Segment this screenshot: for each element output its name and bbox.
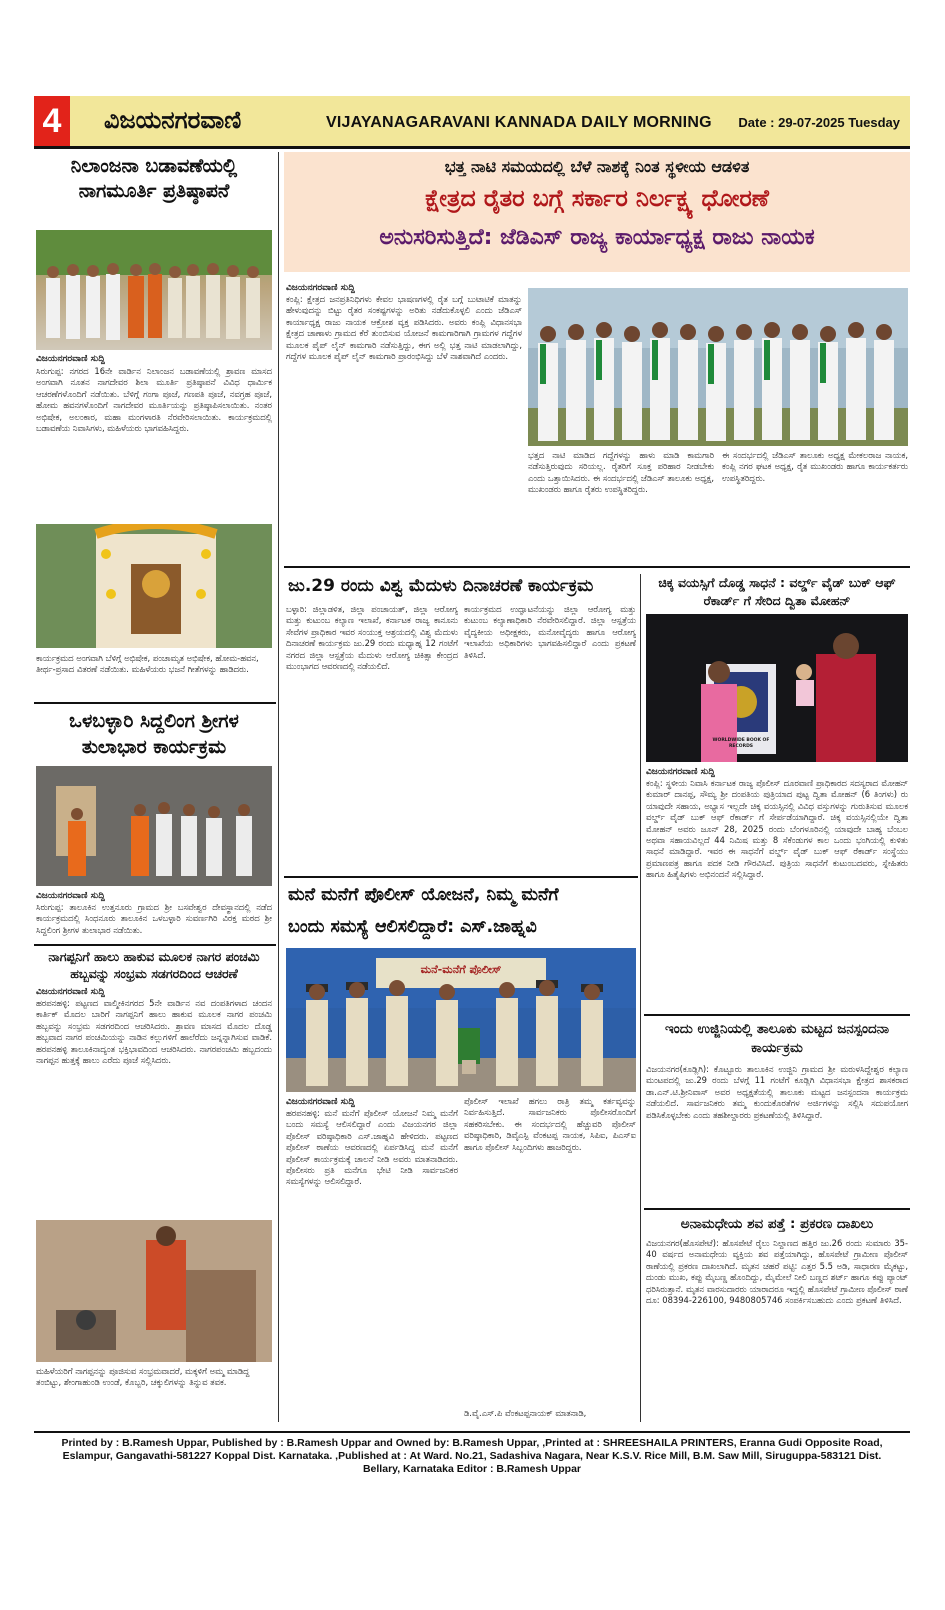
imprint-line: Bellary, Karnataka Editor : B.Ramesh Uppar xyxy=(362,1463,582,1475)
headline: ನಿಲಾಂಜನಾ ಬಡಾವಣೆಯಲ್ಲಿ ನಾಗಮೂರ್ತಿ ಪ್ರತಿಷ್ಠಾಪನೆ xyxy=(70,155,238,202)
column-rule xyxy=(640,574,641,1422)
headline: ಜು.29 ರಂದು ವಿಶ್ವ ಮೆದುಳು ದಿನಾಚರಣೆ ಕಾರ್ಯಕ್ರಮ xyxy=(288,576,594,596)
masthead-title-english: VIJAYANAGARAVANI KANNADA DAILY MORNING xyxy=(326,114,712,131)
photo-family-certificate xyxy=(646,614,908,762)
section-divider xyxy=(644,1208,910,1210)
photo-tulabhara xyxy=(36,766,272,886)
photo-dvita-mohan xyxy=(646,614,908,762)
imprint-line: Eslampur, Gangavathi-581227 Koppal Dist. Karnataka. ,Published at : At Ward. No.21, Sadashiva Nagara, Near K.S.V. Rice Mill, B.M. Saw Mill, Siruguppa-583121 Dist. xyxy=(62,1450,882,1462)
section-divider xyxy=(34,944,276,946)
headline: ನಾಗಪ್ಪನಿಗೆ ಹಾಲು ಹಾಕುವ ಮೂಲಕ ನಾಗರ ಪಂಚಮಿ ಹಬ್ಬವನ್ನು ಸಂಭ್ರಮ ಸಡಗರದಿಂದ ಆಚರಣೆ xyxy=(48,949,260,981)
article-body: ವಿಜಯನಗರ(ಕೂಡ್ಲಿಗಿ): ಕೊಟ್ಟೂರು ತಾಲೂಕಿನ ಉಜ್ಜಿನಿ ಗ್ರಾಮದ ಶ್ರೀ ಮರುಳಸಿದ್ದೇಶ್ವರ ಕಲ್ಯಾಣ ಮಂಟಪದಲ್ಲಿ ಜು.29 ರಂದು ಬೆಳಗ್ಗೆ 11 ಗಂಟೆಗೆ ಕೂಡ್ಲಿಗಿ ವಿಧಾನಸಭಾ ಕ್ಷೇತ್ರದ ಶಾಸಕರಾದ ಡಾ.ಎನ್.ಟಿ.ಶ್ರೀನಿವಾಸ್ ಅವರ ಅಧ್ಯಕ್ಷತೆಯಲ್ಲಿ ತಾಲೂಕು ಮಟ್ಟದ ಜನಸ್ಪಂದನಾ ಕಾರ್ಯಕ್ರಮ ನಡೆಯಲಿದೆ. ಸಾರ್ವಜನಿಕರು ತಮ್ಮ ಕುಂದುಕೊರತೆಗಳ ಅರ್ಜಿಗಳನ್ನು ಸಲ್ಲಿಸಿ ಸದುಪಯೋಗ ಪಡಿಸಿಕೊಳ್ಳಬೇಕು ಎಂದು ತಹಶೀಲ್ದಾರರು ಪ್ರಕಟಣೆಯಲ್ಲಿ ತಿಳಿಸಿದ್ದಾರೆ. xyxy=(646,1064,908,1120)
photo-jds-group xyxy=(528,288,908,446)
section-divider xyxy=(284,566,910,568)
photo-woman-offering xyxy=(36,1220,272,1362)
article-body: ಕಾರ್ಯಕ್ರಮದ ಉದ್ಘಾಟನೆಯನ್ನು ಜಿಲ್ಲಾ ಆರೋಗ್ಯ ಮತ್ತು ಕುಟುಂಬ ಕಲ್ಯಾಣಾಧಿಕಾರಿ ನೆರವೇರಿಸಲಿದ್ದಾರೆ. ಜಿಲ್ಲಾ ಆಸ್ಪತ್ರೆಯ ವೈದ್ಯಕೀಯ ಅಧೀಕ್ಷಕರು, ಮನೋವೈದ್ಯರು ಹಾಗೂ ಆರೋಗ್ಯ ಇಲಾಖೆಯ ಅಧಿಕಾರಿಗಳು ಭಾಗವಹಿಸಲಿದ್ದಾರೆ ಎಂದು ಪ್ರಕಟಣೆ ತಿಳಿಸಿದೆ. xyxy=(464,604,636,660)
page-number: 4 xyxy=(34,96,70,146)
byline: ವಿಜಯನಗರವಾಣಿ ಸುದ್ದಿ xyxy=(36,891,105,901)
headline: ಮನೆ ಮನೆಗೆ ಪೊಲೀಸ್ ಯೋಜನೆ, ನಿಮ್ಮ ಮನೆಗೆ xyxy=(288,885,559,905)
section-divider xyxy=(284,876,638,878)
headline-continued: ಬಂದು ಸಮಸ್ಯೆ ಆಲಿಸಲಿದ್ದಾರೆ: ಎಸ್.ಜಾಹ್ನವಿ xyxy=(288,917,537,937)
masthead xyxy=(34,96,910,149)
article-body: ಸಿರುಗುಪ್ಪ: ನಗರದ 16ನೇ ವಾರ್ಡಿನ ನಿಲಾಂಜನ ಬಡಾವಣೆಯಲ್ಲಿ ಶ್ರಾವಣ ಮಾಸದ ಅಂಗವಾಗಿ ನೂತನ ನಾಗದೇವರ ಶಿಲಾ ಮೂರ್ತಿ ಪ್ರತಿಷ್ಠಾಪನೆ ವಿವಿಧ ಧಾರ್ಮಿಕ ಆಚರಣೆಗಳೊಂದಿಗೆ ನಡೆಯಿತು. ಬೆಳಿಗ್ಗೆ ಗಂಗಾ ಪೂಜೆ, ಗಣಪತಿ ಪೂಜೆ, ನವಗ್ರಹ ಪೂಜೆ, ಹೋಮ ಹವನಗಳೊಂದಿಗೆ ನಾಗದೇವರ ಮೂರ್ತಿಯನ್ನು ಪ್ರತಿಷ್ಠಾಪಿಸಲಾಯಿತು. ನಂತರ ಅಭಿಷೇಕ, ಅಲಂಕಾರ, ಮಹಾ ಮಂಗಳಾರತಿ ನೆರವೇರಿಸಲಾಯಿತು. ಕಾರ್ಯಕ್ರಮದಲ್ಲಿ ಬಡಾವಣೆಯ ನಿವಾಸಿಗಳು, ಮಹಿಳೆಯರು ಭಾಗವಹಿಸಿದ್ದರು. xyxy=(36,366,272,434)
masthead-date: Date : 29-07-2025 Tuesday xyxy=(738,115,900,130)
article-body: ಕಂಪ್ಲಿ: ಕ್ಷೇತ್ರದ ಜನಪ್ರತಿನಿಧಿಗಳು ಕೇವಲ ಭಾಷಣಗಳಲ್ಲಿ ರೈತ ಬಗ್ಗೆ ಬುಟಾಟಿಕೆ ಮಾತನ್ನು ಹೇಳುವುದನ್ನು ಬಿಟ್ಟು ರೈತರ ಸಂಕಷ್ಟಗಳನ್ನು ಅರಿತು ನಡೆದುಕೊಳ್ಳಲಿ ಎಂದು ಜೆಡಿಎಸ್ ಕಾರ್ಯಾಧ್ಯಕ್ಷ ರಾಜು ನಾಯಕ ಆಕ್ರೋಶ ವ್ಯಕ್ತ ಪಡಿಸಿದರು. ಅವರು ಕಂಪ್ಲಿ ವಿಧಾನಸಭಾ ಕ್ಷೇತ್ರದ ಚಾಣಾಳು ಗ್ರಾಮದ ಕೆರೆ ತುಂಬಿಸುವ ಯೋಜನೆ ಕಾಮಗಾರಿಗಾಗಿ ಗ್ರಾಮಗಳ ಗದ್ದೆಗಳ ಮೂಲಕ ಪೈಪ್ ಲೈನ್ ಕಾಮಗಾರಿ ನಡೆಸುತ್ತಿದ್ದು, ಈಗ ಅಲ್ಲಿ ಭತ್ತ ನಾಟಿ ಮಾಡಲಾಗಿದ್ದು, ಗದ್ದೆಗಳ ಮೂಲಕ ಪೈಪ್ ಲೈನ್ ಕಾಮಗಾರಿ ಪ್ರಾರಂಭಿಸಿದ್ದು ಬೆಳೆ ನಾಶವಾಗಿದೆ ಎಂದರು. xyxy=(286,294,522,362)
headline: ಇಂದು ಉಜ್ಜಿನಿಯಲ್ಲಿ ತಾಲೂಕು ಮಟ್ಟದ ಜನಸ್ಪಂದನಾ ಕಾರ್ಯಕ್ರಮ xyxy=(665,1021,889,1056)
photo-jds-leaders xyxy=(528,288,908,446)
photo-police-event xyxy=(286,948,636,1092)
section-divider xyxy=(644,1014,910,1016)
byline: ವಿಜಯನಗರವಾಣಿ ಸುದ್ದಿ xyxy=(36,354,105,364)
kicker: ಭತ್ತ ನಾಟಿ ಸಮಯದಲ್ಲಿ ಬೆಳೆ ನಾಶಕ್ಕೆ ನಿಂತ ಸ್ಥಳೀಯ ಆಡಳಿತ xyxy=(444,157,750,176)
photo-panchami-puja xyxy=(36,1220,272,1362)
byline: ವಿಜಯನಗರವಾಣಿ ಸುದ್ದಿ xyxy=(286,283,355,293)
article-body: ಭತ್ತದ ನಾಟಿ ಮಾಡಿದ ಗದ್ದೆಗಳನ್ನು ಹಾಳು ಮಾಡಿ ಕಾಮಗಾರಿ ನಡೆಸುತ್ತಿರುವುದು ಸರಿಯಲ್ಲ. ರೈತರಿಗೆ ಸೂಕ್ತ ಪರಿಹಾರ ನೀಡಬೇಕು ಎಂದು ಒತ್ತಾಯಿಸಿದರು. ಈ ಸಂದರ್ಭದಲ್ಲಿ ಜೆಡಿಎಸ್ ತಾಲೂಕು ಅಧ್ಯಕ್ಷ, ಮುಖಂಡರು ಹಾಗೂ ರೈತರು ಉಪಸ್ಥಿತರಿದ್ದರು. xyxy=(528,450,714,495)
headline: ಅನಾಮಧೇಯ ಶವ ಪತ್ತೆ : ಪ್ರಕರಣ ದಾಖಲು xyxy=(680,1216,874,1232)
photo-nagamurthi-ceremony xyxy=(36,230,272,350)
section-divider xyxy=(34,702,276,704)
article-body: ವಿಜಯನಗರ(ಹೊಸಪೇಟೆ): ಹೊಸಪೇಟೆ ರೈಲು ನಿಲ್ದಾಣದ ಹತ್ತಿರ ಜು.26 ರಂದು ಸುಮಾರು 35-40 ವರ್ಷದ ಅನಾಮಧೇಯ ವ್ಯಕ್ತಿಯ ಶವ ಪತ್ತೆಯಾಗಿದ್ದು, ಹೊಸಪೇಟೆ ಗ್ರಾಮೀಣ ಪೊಲೀಸ್ ಠಾಣೆಯಲ್ಲಿ ಪ್ರಕರಣ ದಾಖಲಾಗಿದೆ. ಮೃತನ ಚಹರೆ ಪಟ್ಟಿ: ಎತ್ತರ 5.5 ಅಡಿ, ಸಾಧಾರಣ ಮೈಕಟ್ಟು, ದುಂಡು ಮುಖ, ಕಪ್ಪು ಮೈಬಣ್ಣ ಹೊಂದಿದ್ದು, ಮೈಮೇಲೆ ನೀಲಿ ಬಣ್ಣದ ಶರ್ಟ್ ಹಾಗೂ ಕಪ್ಪು ಪ್ಯಾಂಟ್ ಧರಿಸಿರುತ್ತಾನೆ. ಮೃತನ ವಾರಸುದಾರರು ಯಾರಾದರೂ ಇದ್ದಲ್ಲಿ ಹೊಸಪೇಟೆ ಗ್ರಾಮೀಣ ಪೊಲೀಸ್ ಠಾಣೆ ದೂ: 08394-226100, 9480805746 ಸಂಪರ್ಕಿಸಬಹುದು ಎಂದು ಪ್ರಕಟಣೆ ತಿಳಿಸಿದೆ. xyxy=(646,1238,908,1306)
article-body: ಬಳ್ಳಾರಿ: ಜಿಲ್ಲಾಡಳಿತ, ಜಿಲ್ಲಾ ಪಂಚಾಯತ್, ಜಿಲ್ಲಾ ಆರೋಗ್ಯ ಮತ್ತು ಕುಟುಂಬ ಕಲ್ಯಾಣ ಇಲಾಖೆ, ಕರ್ನಾಟಕ ರಾಜ್ಯ ಕಾನೂನು ಸೇವೆಗಳ ಪ್ರಾಧಿಕಾರ ಇವರ ಸಂಯುಕ್ತ ಆಶ್ರಯದಲ್ಲಿ ವಿಶ್ವ ಮೆದುಳು ದಿನಾಚರಣೆ ಕಾರ್ಯಕ್ರಮ ಜು.29 ರಂದು ಮಧ್ಯಾಹ್ನ 12 ಗಂಟೆಗೆ ನಗರದ ಜಿಲ್ಲಾ ಆಸ್ಪತ್ರೆಯ ಮೆದುಳು ಆರೋಗ್ಯ ಚಿಕಿತ್ಸಾ ಕೇಂದ್ರದ ಮುಂಭಾಗದ ಆವರಣದಲ್ಲಿ ನಡೆಯಲಿದೆ. xyxy=(286,604,458,672)
headline: ಒಳಬಳ್ಳಾರಿ ಸಿದ್ದಲಿಂಗ ಶ್ರೀಗಳ ತುಲಾಭಾರ ಕಾರ್ಯಕ್ರಮ xyxy=(69,710,239,758)
masthead-title-kannada: ವಿಜಯನಗರವಾಣಿ xyxy=(104,106,242,134)
byline: ವಿಜಯನಗರವಾಣಿ ಸುದ್ದಿ xyxy=(646,767,715,777)
headline: ಚಿಕ್ಕ ವಯಸ್ಸಿಗೆ ದೊಡ್ಡ ಸಾಧನೆ : ವರ್ಲ್ಡ್ ವೈಡ್ ಬುಕ್ ಆಫ್ ರೆಕಾರ್ಡ್ ಗೆ ಸೇರಿದ ದ್ವಿತಾ ಮೋಹನ್ xyxy=(658,575,896,608)
article-body: ಸಿರುಗುಪ್ಪ: ತಾಲೂಕಿನ ಉತ್ತನೂರು ಗ್ರಾಮದ ಶ್ರೀ ಬಸವೇಶ್ವರ ದೇವಸ್ಥಾನದಲ್ಲಿ ನಡೆದ ಕಾರ್ಯಕ್ರಮದಲ್ಲಿ ಸಿಂಧನೂರು ತಾಲೂಕಿನ ಒಳಬಳ್ಳಾರಿ ಸುವರ್ಣಗಿರಿ ವಿರಕ್ತ ಮಠದ ಶ್ರೀ ಸಿದ್ದಲಿಂಗ ಶ್ರೀಗಳ ತುಲಾಭಾರ ನಡೆಯಿತು. xyxy=(36,902,272,935)
newspaper-page xyxy=(34,96,910,1591)
column-rule xyxy=(278,152,279,1422)
byline: ವಿಜಯನಗರವಾಣಿ ಸುದ್ದಿ xyxy=(36,987,105,997)
photo-caption: ಮಹಿಳೆಯರಿಗೆ ನಾಗಪ್ಪನನ್ನು ಪೂಜಿಸುವ ಸಂಭ್ರಮವಾದರೆ, ಮಕ್ಕಳಿಗೆ ಅಮ್ಮ ಮಾಡಿದ್ದ ತಂಬಿಟ್ಟು, ಶೇಂಗಾಹುಂಡಿ ಉಂಡೆ, ಕೊಬ್ಬರಿ, ಚಕ್ಕುಲಿಗಳನ್ನು ತಿನ್ನುವ ತವಕ. xyxy=(36,1366,250,1388)
article-signoff: ಡಿ.ವೈ.ಎಸ್.ಪಿ ವೆಂಕಟಪ್ಪನಾಯಕ್ ಮಾತನಾಡಿ, xyxy=(464,1408,587,1418)
article-body: ಹರಪನಹಳ್ಳಿ: ಪಟ್ಟಣದ ವಾಲ್ಮೀಕಿನಗರದ 5ನೇ ವಾರ್ಡಿನ ನವ ದಂಪತಿಗಳಾದ ಚಂದನ ಕಾರ್ತಿಕ್ ಮೊದಲ ಬಾರಿಗೆ ನಾಗಪ್ಪನಿಗೆ ಹಾಲು ಹಾಕುವ ಮೂಲಕ ನಾಗರ ಪಂಚಮಿ ಹಬ್ಬವನ್ನು ಸಂಭ್ರಮ ಸಡಗರದಿಂದ ಆಚರಿಸಿದರು. ಶ್ರಾವಣ ಮಾಸದ ಮೊದಲ ದೊಡ್ಡ ಹಬ್ಬವಾದ ನಾಗರ ಪಂಚಮಿಯನ್ನು ನಾಡಿನ ಕಲ್ಲುಗಳಿಗೆ ಹಾಲೆರೆದು ಜನ್ನನ್ನಾಗಿಸುವ ವಾಡಿಕೆ. ಹರಪನಹಳ್ಳಿ ತಾಲೂಕಿನಾದ್ಯಂತ ಭಕ್ತಿಭಾವದಿಂದ ಆಚರಿಸಿದರು. ನಾಗರಪಂಚಮಿ ಹಬ್ಬದಂದು ನಾಗಪ್ಪನ ಹುತ್ತಕ್ಕೆ ಹಾಲು ಎರೆದು ಪೂಜೆ ಸಲ್ಲಿಸಿದರು. xyxy=(36,998,272,1066)
photo-banner-text: ಮನೆ-ಮನೆಗೆ ಪೊಲೀಸ್ xyxy=(420,963,502,976)
imprint-footer xyxy=(34,1431,910,1476)
article-body: ಈ ಸಂದರ್ಭದಲ್ಲಿ ಜೆಡಿಎಸ್ ತಾಲೂಕು ಅಧ್ಯಕ್ಷ ಮೇಕಲರಾಜ ನಾಯಕ, ಕಂಪ್ಲಿ ನಗರ ಘಟಕ ಅಧ್ಯಕ್ಷ, ರೈತ ಮುಖಂಡರು ಹಾಗೂ ಕಾರ್ಯಕರ್ತರು ಉಪಸ್ಥಿತರಿದ್ದರು. xyxy=(722,450,908,483)
photo-caption: ಕಾರ್ಯಕ್ರಮದ ಅಂಗವಾಗಿ ಬೆಳಿಗ್ಗೆ ಅಭಿಷೇಕ, ಪಂಚಾಮೃತ ಅಭಿಷೇಕ, ಹೋಮ-ಹವನ, ತೀರ್ಥ-ಪ್ರಸಾದ ವಿತರಣೆ ನಡೆಯಿತು. ಮಹಿಳೆಯರು ಭಜನೆ ಗೀತೆಗಳನ್ನು ಹಾಡಿದರು. xyxy=(36,653,259,675)
photo-shrine xyxy=(36,524,272,648)
certificate-text: WORLDWIDE BOOK OF RECORDS xyxy=(712,738,770,749)
byline: ವಿಜಯನಗರವಾಣಿ ಸುದ್ದಿ xyxy=(286,1097,355,1107)
headline: ಕ್ಷೇತ್ರದ ರೈತರ ಬಗ್ಗೆ ಸರ್ಕಾರ ನಿರ್ಲಕ್ಷ್ಯ ಧೋರಣೆ xyxy=(425,184,769,212)
article-body: ಹರಪನಹಳ್ಳಿ: ಮನೆ ಮನೆಗೆ ಪೊಲೀಸ್ ಯೋಜನೆ ನಿಮ್ಮ ಮನೆಗೆ ಬಂದು ಸಮಸ್ಯೆ ಆಲಿಸಲಿದ್ದಾರೆ ಎಂದು ವಿಜಯನಗರ ಜಿಲ್ಲಾ ಪೊಲೀಸ್ ವರಿಷ್ಠಾಧಿಕಾರಿ ಎಸ್.ಜಾಹ್ನವಿ ಹೇಳಿದರು. ಪಟ್ಟಣದ ಪೊಲೀಸ್ ಠಾಣೆಯ ಆವರಣದಲ್ಲಿ ಏರ್ಪಡಿಸಿದ್ದ ಮನೆ ಮನೆಗೆ ಪೊಲೀಸ್ ಕಾರ್ಯಕ್ರಮಕ್ಕೆ ಚಾಲನೆ ನೀಡಿ ಅವರು ಮಾತನಾಡಿದರು. ಪೊಲೀಸರು ಪ್ರತಿ ಮನೆಗೂ ಭೇಟಿ ನೀಡಿ ಸಾರ್ವಜನಿಕರ ಸಮಸ್ಯೆಗಳನ್ನು ಆಲಿಸಲಿದ್ದಾರೆ. xyxy=(286,1108,458,1187)
photo-nagadevara-idol xyxy=(36,524,272,648)
headline-continued: ಅನುಸರಿಸುತ್ತಿದೆ: ಜೆಡಿಎಸ್ ರಾಜ್ಯ ಕಾರ್ಯಾಧ್ಯಕ್ಷ ರಾಜು ನಾಯಕ xyxy=(379,225,815,250)
photo-people-group xyxy=(36,230,272,350)
photo-swamiji-event xyxy=(36,766,272,886)
imprint-line: Printed by : B.Ramesh Uppar, Published by : B.Ramesh Uppar and Owned by: B.Ramesh Uppar, ,Printed at : SHREESHAILA PRINTERS, Eranna Gudi Opposite Road, xyxy=(61,1437,883,1449)
article-body: ಪೊಲೀಸ್ ಇಲಾಖೆ ಹಗಲು ರಾತ್ರಿ ತಮ್ಮ ಕರ್ತವ್ಯವನ್ನು ನಿರ್ವಹಿಸುತ್ತಿದೆ. ಸಾರ್ವಜನಿಕರು ಪೊಲೀಸರೊಂದಿಗೆ ಸಹಕರಿಸಬೇಕು. ಈ ಸಂದರ್ಭದಲ್ಲಿ ಹೆಚ್ಚುವರಿ ಪೊಲೀಸ್ ವರಿಷ್ಠಾಧಿಕಾರಿ, ಡಿವೈಎಸ್ಪಿ ವೆಂಕಟಪ್ಪ ನಾಯಕ, ಸಿಪಿಐ, ಪಿಎಸ್ಐ ಹಾಗೂ ಪೊಲೀಸ್ ಸಿಬ್ಬಂದಿಗಳು ಹಾಜರಿದ್ದರು. xyxy=(464,1096,636,1152)
article-body: ಕಂಪ್ಲಿ: ಸ್ಥಳೀಯ ನಿವಾಸಿ ಕರ್ನಾಟಕ ರಾಜ್ಯ ಪೊಲೀಸ್ ದೂರವಾಣಿ ಪ್ರಾಧಿಕಾರದ ಸದಸ್ಯರಾದ ಮೋಹನ್ ಕುಮಾರ್ ದಾನಪ್ಪ, ಸೌಮ್ಯ ಶ್ರೀ ದಂಪತಿಯ ಪುತ್ರಿಯಾದ ಪುಟ್ಟ ದ್ವಿತಾ ಮೋಹನ್ (6 ತಿಂಗಳು) ರು ಯಾವುದೇ ಸಹಾಯ, ಅಭ್ಯಾಸ ಇಲ್ಲದೇ ಚಿಕ್ಕ ವಯಸ್ಸಿನಲ್ಲಿ ವಿವಿಧ ವಸ್ತುಗಳನ್ನು ಗುರುತಿಸುವ ಮೂಲಕ ವರ್ಲ್ಡ್ ವೈಡ್ ಬುಕ್ ಆಫ್ ರೆಕಾರ್ಡ್ ಗೆ ಸೇರ್ಪಡೆಯಾಗಿದ್ದಾರೆ. ಚಿಕ್ಕ ವಯಸ್ಸಿನಲ್ಲಿಯೇ ದ್ವಿತಾ ಮೋಹನ್ ಅವರು ಜೂನ್ 28, 2025 ರಂದು ಬೆಂಗಳೂರಿನಲ್ಲಿ ಯಾವುದೇ ಬಾಹ್ಯ ಬೆಂಬಲ ಅಥವಾ ಸಹಾಯವಿಲ್ಲದೆ 44 ನಿಮಿಷ ಮತ್ತು 8 ಸೆಕೆಂಡುಗಳ ಕಾಲ ಒಂದು ಭಂಗಿಯಲ್ಲಿ ಕುಳಿತು ಸಾಧನೆ ಮಾಡಿದ್ದಾರೆ. ಇವರ ಈ ಸಾಧನೆಗೆ ವರ್ಲ್ಡ್ ವೈಡ್ ಬುಕ್ ಆಫ್ ರೆಕಾರ್ಡ್ ಸಂಸ್ಥೆಯು ಪ್ರಮಾಣಪತ್ರ ಹಾಗೂ ಪದಕ ನೀಡಿ ಗೌರವಿಸಿದೆ. ಪುತ್ರಿಯ ಸಾಧನೆಗೆ ಕುಟುಂಬದವರು, ಸ್ನೇಹಿತರು ಹಾಗೂ ಹಿತೈಷಿಗಳು ಅಭಿನಂದನೆ ಸಲ್ಲಿಸಿದ್ದಾರೆ. xyxy=(646,778,908,880)
